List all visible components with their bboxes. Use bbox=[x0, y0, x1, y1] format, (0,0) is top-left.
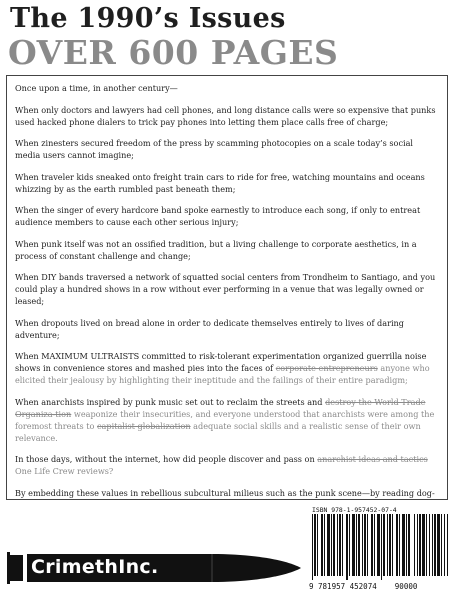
anarchists-text-c: adequate social skills and a realistic sense of their own relevance. bbox=[15, 420, 421, 443]
paragraph-singers: When the singer of every hardcore band spoke earnestly to introduce each song, if only to entreat audience members to cause each other serious injury; bbox=[15, 205, 421, 227]
barcode-addon-number: 90000 bbox=[394, 582, 418, 591]
paragraph-phones: When only doctors and lawyers had cell phones, and long distance calls were so expensive that punks used hacked phone dialers to trick pay phones into letting them place calls free of charge; bbox=[15, 104, 436, 127]
paragraph-zinesters: When zinesters secured freedom of the press by scamming photocopies on a scale today’s social media users cannot imagine; bbox=[15, 138, 414, 160]
paragraph-dropouts: When dropouts lived on bread alone in order to dedicate themselves entirely to lives of daring adventure; bbox=[15, 317, 404, 340]
paragraph-diy-bands: When DIY bands traversed a network of squatted social centers from Trondheim to Santiago, and you could play a hundred shows in a row without ever performing in a venue that was legally owned or leased; bbox=[15, 272, 436, 306]
paragraph-anarchists bbox=[15, 396, 439, 444]
barcode-digits bbox=[309, 582, 417, 591]
internet-struck-text: anarchist ideas and tactics bbox=[317, 454, 428, 464]
anarchists-text-a: When anarchists inspired by punk music set out to reclaim the streets and bbox=[15, 396, 326, 407]
barcode bbox=[312, 514, 410, 580]
barcode-number: 9 781957 452074 bbox=[309, 582, 377, 591]
paragraph-ultraists bbox=[15, 350, 439, 386]
title-line-1: The 1990’s Issues bbox=[10, 3, 286, 34]
paragraph-intro: Once upon a time, in another century— bbox=[15, 83, 178, 93]
paragraph-trains: When traveler kids sneaked onto freight train cars to ride for free, watching mountains and oceans whizzing by as the earth rumbled past beneath them; bbox=[15, 171, 425, 194]
ultraists-text-b: anyone who elicited their jealousy by highlighting their ineptitude and the failings of their entire paradigm; bbox=[15, 363, 430, 385]
internet-text-b: One Life Crew reviews? bbox=[15, 466, 114, 476]
ultraists-struck-text: corporate entrepreneurs bbox=[275, 363, 378, 373]
anarchists-struck-text-2: capitalist globalization bbox=[97, 420, 191, 431]
internet-text-a: In those days, without the internet, how did people discover and pass on bbox=[15, 454, 318, 464]
anarchists-text-b: weaponize their insecurities, and everyone understood that anarchists were among the foremost threats to bbox=[15, 408, 435, 431]
brand-name: CrimethInc. bbox=[31, 556, 159, 578]
barcode-addon bbox=[414, 514, 448, 580]
ultraists-text-a: When MAXIMUM ULTRAISTS committed to risk-tolerant experimentation organized guerrilla noise shows in convenience stores and mashed pies into the faces of bbox=[15, 351, 427, 373]
title-line-2: OVER 600 PAGES bbox=[8, 33, 339, 72]
isbn-text: ISBN 978-1-957452-07-4 bbox=[312, 506, 397, 514]
paragraph-punk: When punk itself was not an ossified tradition, but a living challenge to corporate aesthetics, in a process of constant challenge and change; bbox=[15, 238, 417, 261]
bullet-logo bbox=[7, 548, 302, 588]
blurb-box bbox=[6, 75, 448, 500]
anarchists-struck-text-1: destroy the World Trade Organiza-tion bbox=[15, 396, 426, 419]
paragraph-values: By embedding these values in rebellious subcultural milieus such as the punk scene—by reading dog- bbox=[15, 487, 435, 498]
paragraph-internet bbox=[15, 453, 439, 477]
